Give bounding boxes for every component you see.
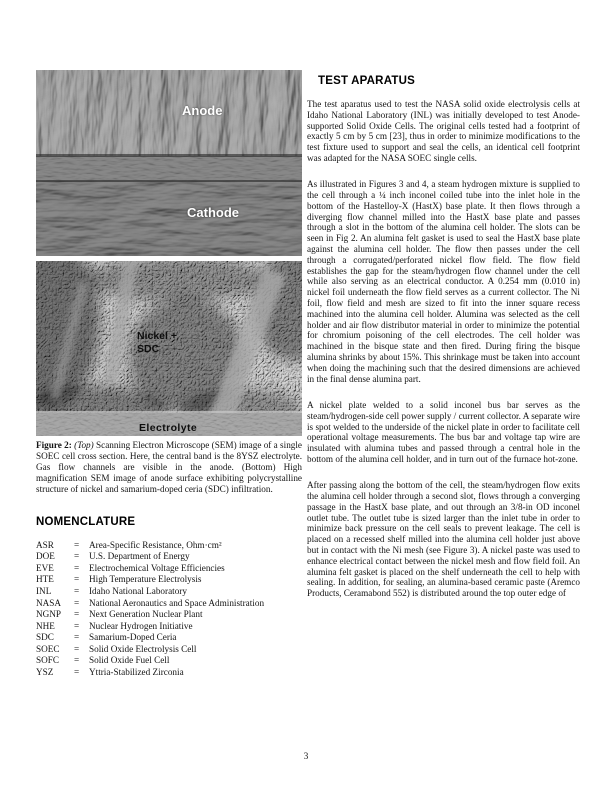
figure2-top-sem-image xyxy=(36,70,302,256)
nomenclature-abbr: ASR xyxy=(36,539,54,550)
nomenclature-abbr: NASA xyxy=(36,597,62,608)
equals-sign: = xyxy=(74,609,80,620)
equals-sign: = xyxy=(74,667,80,678)
equals-sign: = xyxy=(74,585,80,596)
test-aparatus-paragraph-3: A nickel plate welded to a solid inconel bus bar serves as the steam/hydrogen-side cell power supply / current collector. A separate wire is spot welded to the underside of the nickel plate in order to facilitate cell operational voltage measurements. The bus bar and voltage tap wire are insulated with alumina tubes and passed through a central hole in the bottom of the alumina cell holder, and in turn out of the furnace hot-zone. xyxy=(307,399,580,464)
nomenclature-abbr: SOEC xyxy=(36,643,60,654)
nomenclature-entry-ysz xyxy=(36,667,302,679)
nomenclature-abbr: SOFC xyxy=(36,655,59,666)
anode-label: Anode xyxy=(182,103,223,118)
nomenclature-entry-ngnp xyxy=(36,609,302,621)
electrolyte-label: Electrolyte xyxy=(139,422,198,434)
nomenclature-list xyxy=(36,540,302,679)
nomenclature-abbr: HTE xyxy=(36,574,54,585)
nomenclature-entry-nhe xyxy=(36,621,302,633)
test-aparatus-paragraph-1: The test aparatus used to test the NASA solid oxide electrolysis cells at Idaho National Laboratory (INL) was initially developed to test Anode-supported Solid Oxide Cells. The original cells tested had a footprint of exactly 5 cm by 5 cm [23], thus in order to minimize modifications to the test fixture used to support and seal the cells, an identical cell footprint was adapted for the NASA SOEC single cells. xyxy=(307,99,580,163)
nomenclature-definition: U.S. Department of Energy xyxy=(89,551,190,562)
nomenclature-entry-asr xyxy=(36,540,302,552)
test-aparatus-paragraph-4: After passing along the bottom of the cell, the steam/hydrogen flow exits the alumina cell holder through a second slot, flows through a converging passage in the HastX base plate, and out through an 3/8-in OD inconel outlet tube. The outlet tube is sized larger than the inlet tube in order to minimize back pressure on the cell seals to prevent leakage. The cell is placed on a recessed shelf milled into the alumina cell holder just above but in contact with the Ni mesh (see Figure 3). A nickel paste was used to enhance electrical contact between the nickel mesh and flow field foil. An alumina felt gasket is placed on the shelf underneath the cell to help with sealing. In addition, for sealing, an alumina-based ceramic paste (Aremco Products, Ceramabond 552) is distributed around the top outer edge of xyxy=(307,480,580,599)
nomenclature-definition: Idaho National Laboratory xyxy=(89,585,187,596)
equals-sign: = xyxy=(74,643,80,654)
nomenclature-heading: NOMENCLATURE xyxy=(36,515,136,528)
equals-sign: = xyxy=(74,551,80,562)
figure2-caption xyxy=(36,440,302,495)
nomenclature-abbr: SDC xyxy=(36,632,54,643)
equals-sign: = xyxy=(74,632,80,643)
figure2-bottom-sem-image xyxy=(36,261,302,436)
nomenclature-entry-nasa xyxy=(36,598,302,610)
right-column xyxy=(307,75,580,614)
nomenclature-definition: Solid Oxide Electrolysis Cell xyxy=(89,643,197,654)
nomenclature-entry-doe xyxy=(36,551,302,563)
nomenclature-abbr: NHE xyxy=(36,620,55,631)
nomenclature-entry-inl xyxy=(36,586,302,598)
nickel-sdc-label-line1: Nickel + xyxy=(137,330,177,342)
figure2-caption-top-marker: (Top) xyxy=(74,440,94,450)
nomenclature-definition: Area-Specific Resistance, Ohm·cm² xyxy=(89,539,222,550)
nomenclature-definition: Electrochemical Voltage Efficiencies xyxy=(89,562,225,573)
nickel-sdc-label-line2: SDC xyxy=(137,343,160,355)
nomenclature-entry-eve xyxy=(36,563,302,575)
nomenclature-entry-soec xyxy=(36,644,302,656)
nomenclature-definition: Solid Oxide Fuel Cell xyxy=(89,655,170,666)
nomenclature-abbr: EVE xyxy=(36,562,54,573)
nomenclature-definition: Yttria-Stabilized Zirconia xyxy=(89,667,184,678)
sem-cross-section-texture xyxy=(36,70,302,256)
nomenclature-definition: High Temperature Electrolysis xyxy=(89,574,202,585)
nomenclature-abbr: DOE xyxy=(36,551,55,562)
nomenclature-entry-sofc xyxy=(36,655,302,667)
figure2-caption-number: Figure 2: xyxy=(36,440,72,450)
nomenclature-entry-sdc xyxy=(36,632,302,644)
cathode-label: Cathode xyxy=(187,205,239,220)
nomenclature-abbr: YSZ xyxy=(36,667,54,678)
equals-sign: = xyxy=(74,620,80,631)
nomenclature-definition: Nuclear Hydrogen Initiative xyxy=(89,620,193,631)
nomenclature-abbr: NGNP xyxy=(36,609,62,620)
test-aparatus-heading: TEST APARATUS xyxy=(318,75,415,87)
equals-sign: = xyxy=(74,597,80,608)
equals-sign: = xyxy=(74,539,80,550)
nomenclature-abbr: INL xyxy=(36,585,52,596)
sem-anode-surface-texture xyxy=(36,261,302,436)
nomenclature-definition: Next Generation Nuclear Plant xyxy=(89,609,203,620)
figure2-caption-text: Scanning Electron Microscope (SEM) image of a single SOEC cell cross section. Here, the central band is the 8YSZ electrolyte. Gas flow channels are visible in the anode. (Bottom) High magnification SEM image of anode surface exhibiting polycrystalline structure of nickel and samarium-doped ceria (SDC) infiltration. xyxy=(36,440,303,494)
page-number: 3 xyxy=(303,752,309,762)
nomenclature-definition: National Aeronautics and Space Administration xyxy=(89,597,265,608)
equals-sign: = xyxy=(74,562,80,573)
test-aparatus-paragraph-2: As illustrated in Figures 3 and 4, a steam hydrogen mixture is supplied to the cell through a ¼ inch inconel coiled tube into the inlet hole in the bottom of the Hastelloy-X (HastX) base plate. It then flows through a diverging flow channel milled into the HastX base plate and passes through a slot in the bottom of the alumina cell holder. The slots can be seen in Fig 2. An alumina felt gasket is used to seal the HastX base plate against the alumina cell holder. The flow then passes under the cell through a corrugated/perforated nickel flow field. The flow field establishes the gap for the steam/hydrogen flow channel under the cell while also serving as an electrical conductor. A 0.254 mm (0.010 in) nickel foil underneath the flow field serves as a current collector. The Ni foil, flow field and mesh are sized to fit into the inner square recess machined into the alumina cell holder. Alumina was selected as the cell holder and air flow distributor material in order to minimize the potential for chromium poisoning of the cell electrodes. The cell holder was machined in the bisque state and then fired. During firing the bisque alumina shrinks by about 15%. This shrinkage must be taken into account when doing the machining such that the desired dimensions are achieved in the final dense alumina part. xyxy=(307,179,580,384)
equals-sign: = xyxy=(74,655,80,666)
equals-sign: = xyxy=(74,574,80,585)
nomenclature-definition: Samarium-Doped Ceria xyxy=(89,632,177,643)
nomenclature-entry-hte xyxy=(36,574,302,586)
left-column xyxy=(36,70,302,679)
